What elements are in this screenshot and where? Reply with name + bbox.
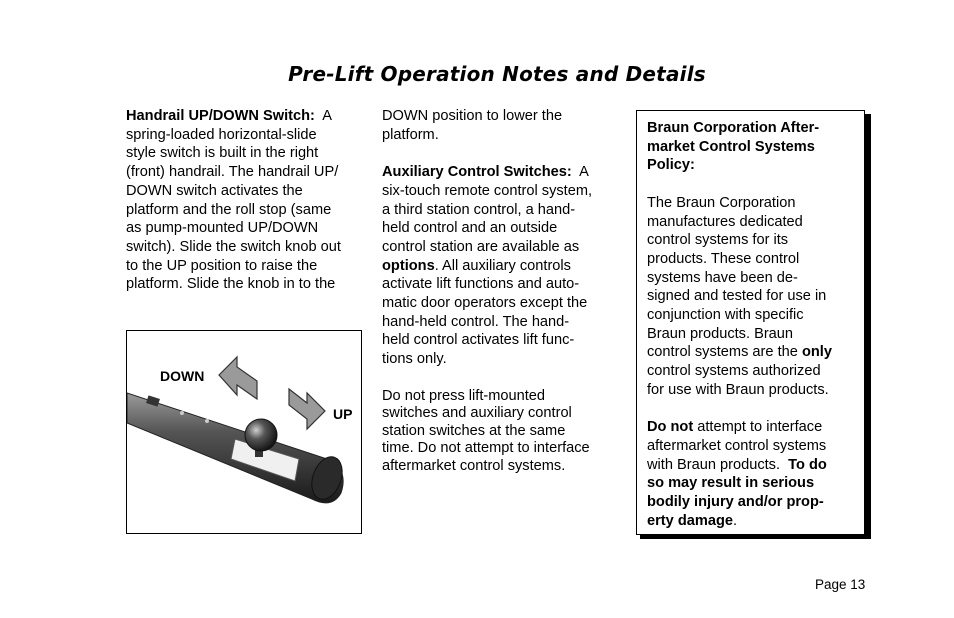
aux-line-3: held control and an outside — [382, 220, 558, 237]
down-label: DOWN — [160, 368, 205, 384]
aux-line-7: matic door operators except the — [382, 295, 588, 312]
handrail-line-6: as pump-mounted UP/DOWN — [126, 220, 319, 237]
do-not-words: Do not — [647, 419, 694, 436]
policy-warn-5: erty damage. — [647, 512, 738, 529]
aux-line-1: six-touch remote control system, — [382, 182, 593, 199]
options-word: options — [382, 257, 435, 274]
handrail-line-1: spring-loaded horizontal-slide — [126, 126, 317, 143]
policy-body-5: signed and tested for use in — [647, 288, 827, 305]
aux-line-8: hand-held control. The hand- — [382, 313, 570, 330]
page-title: Pre-Lift Operation Notes and Details — [288, 62, 706, 86]
warning-line-3: time. Do not attempt to interface — [382, 440, 590, 457]
policy-body-7: Braun products. Braun — [647, 325, 794, 342]
policy-body-10: for use with Braun products. — [647, 381, 829, 398]
handrail-line-7: switch). Slide the switch knob out — [126, 238, 341, 255]
aux-line-5: options. All auxiliary controls — [382, 257, 571, 274]
policy-body-2: control systems for its — [647, 232, 789, 249]
policy-heading-0: Braun Corporation After- — [647, 120, 820, 136]
handrail-switch-figure — [126, 330, 362, 534]
policy-body-6: conjunction with specific — [647, 307, 804, 324]
up-arrow-icon — [289, 389, 325, 429]
handrail-line-3: (front) handrail. The handrail UP/ — [126, 164, 339, 181]
warning-line-0: Do not press lift-mounted — [382, 387, 546, 404]
handrail-line-2: style switch is built in the right — [126, 145, 319, 162]
policy-warn-1: aftermarket control systems — [647, 437, 827, 454]
continuation-line-1: platform. — [382, 126, 439, 143]
handrail-section — [126, 107, 366, 294]
handrail-line-5: platform and the roll stop (same — [126, 201, 332, 218]
auxiliary-section — [382, 107, 618, 475]
policy-warn-4: bodily injury and/or prop- — [647, 494, 824, 511]
warning-line-1: switches and auxiliary control — [382, 405, 572, 422]
handrail-illustration — [127, 331, 361, 533]
handrail-line-9: platform. Slide the knob in to the — [126, 276, 336, 293]
policy-body-4: systems have been de- — [647, 269, 798, 286]
policy-heading-2: Policy: — [647, 157, 695, 174]
aux-line-10: tions only. — [382, 351, 447, 368]
policy-box — [636, 110, 865, 535]
handrail-line-4: DOWN switch activates the — [126, 182, 303, 199]
policy-warn-2: with Braun products. To do — [647, 456, 827, 473]
aux-line-2: a third station control, a hand- — [382, 201, 576, 218]
aux-line-0: Auxiliary Control Switches: A — [382, 164, 589, 181]
policy-warn-0: Do not attempt to interface — [647, 419, 823, 436]
handrail-line-8: to the UP position to raise the — [126, 257, 318, 274]
policy-warn-3: so may result in serious — [647, 475, 815, 492]
warning-line-2: station switches at the same — [382, 422, 566, 439]
policy-body-0: The Braun Corporation — [647, 194, 796, 211]
handrail-line-0: Handrail UP/DOWN Switch: A — [126, 108, 332, 124]
policy-body-8: control systems are the only — [647, 344, 832, 361]
policy-body-9: control systems authorized — [647, 363, 821, 380]
aux-heading: Auxiliary Control Switches: — [382, 164, 572, 181]
aux-line-9: held control activates lift func- — [382, 332, 575, 349]
aux-line-6: activate lift functions and auto- — [382, 276, 580, 293]
page-number: Page 13 — [815, 577, 866, 592]
handrail-heading: Handrail UP/DOWN Switch: — [126, 108, 315, 124]
aux-line-4: control station are available as — [382, 238, 580, 255]
continuation-line-0: DOWN position to lower the — [382, 108, 563, 124]
down-arrow-icon — [219, 357, 257, 399]
up-label: UP — [333, 406, 353, 422]
policy-body-3: products. These control — [647, 250, 800, 267]
warning-line-4: aftermarket control systems. — [382, 457, 566, 474]
only-word: only — [801, 344, 832, 361]
policy-body-1: manufactures dedicated — [647, 213, 803, 230]
policy-heading-1: market Control Systems — [647, 138, 815, 155]
